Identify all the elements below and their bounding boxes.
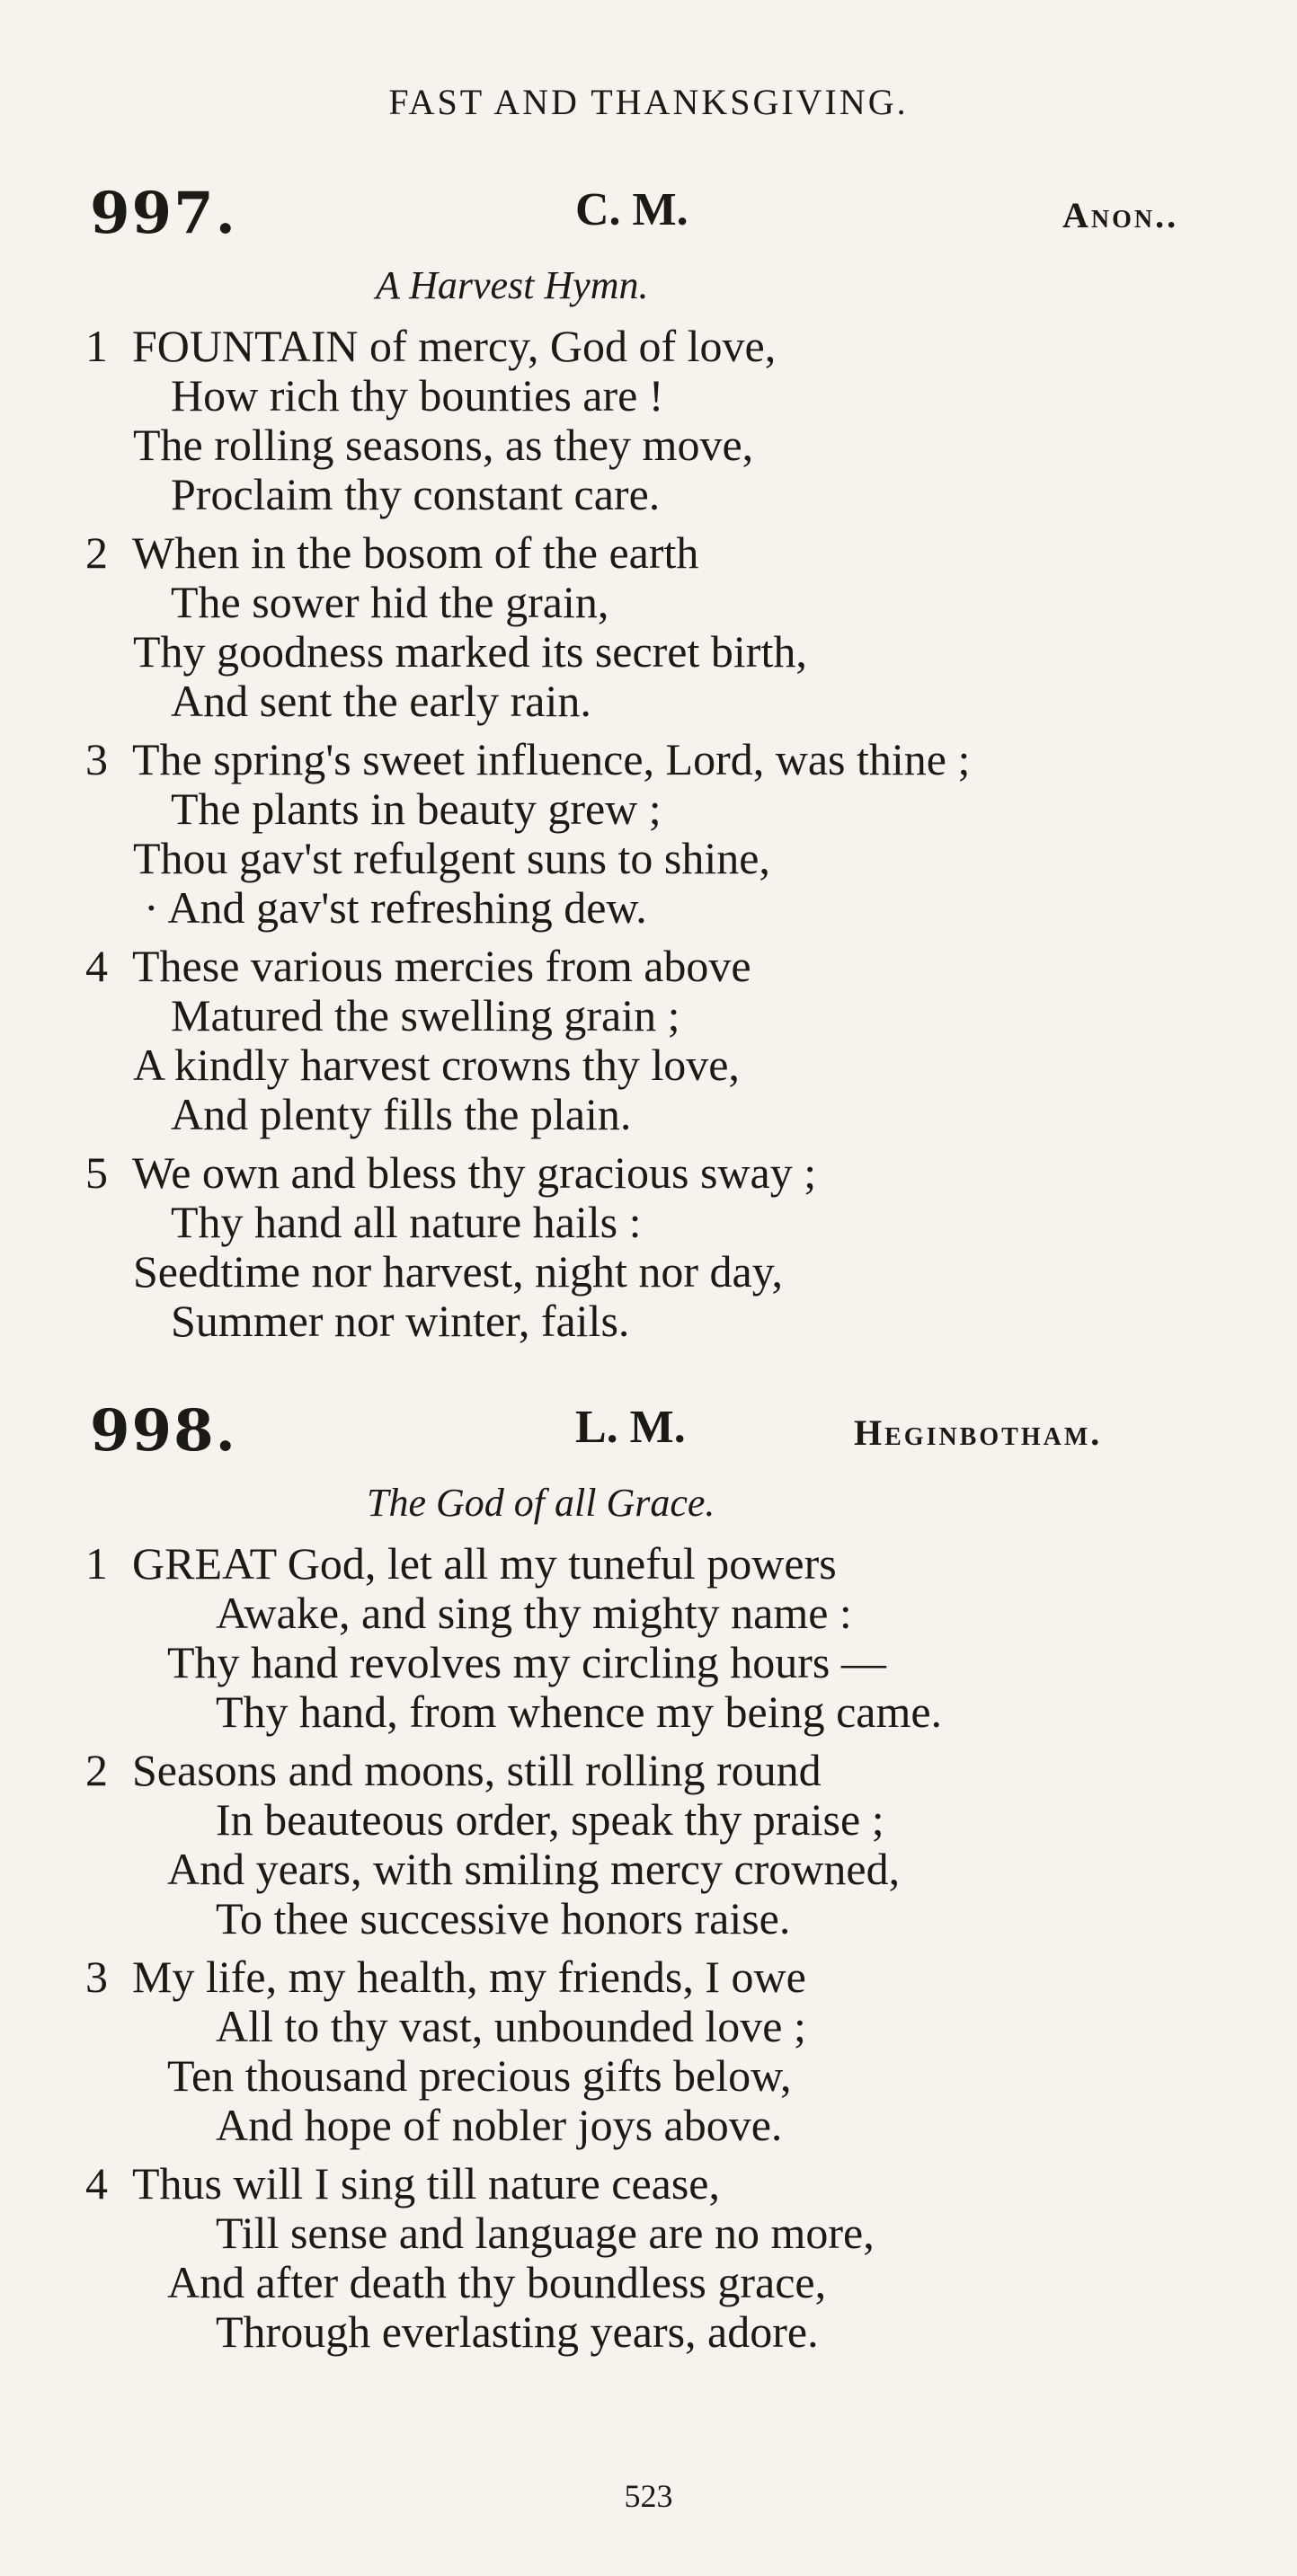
hymn-tune: Heginbotham. xyxy=(854,1412,1103,1453)
hymn-line: And after death thy boundless grace, xyxy=(167,2257,827,2307)
hymn-line: Thy hand, from whence my being came. xyxy=(216,1686,943,1737)
hymn-line: Matured the swelling grain ; xyxy=(171,990,680,1040)
hymn-line: Thy hand all nature hails : xyxy=(171,1197,642,1247)
verse-number: 3 xyxy=(85,1952,108,2002)
hymn-line: Till sense and language are no more, xyxy=(216,2208,875,2258)
hymn-line: The plants in beauty grew ; xyxy=(171,783,662,834)
hymn-line: 1 GREAT God, let all my tuneful powers xyxy=(85,1538,837,1589)
hymn-line: 4 These various mercies from above xyxy=(85,941,751,991)
hymn-line: All to thy vast, unbounded love ; xyxy=(216,2001,806,2051)
hymn-number: 997. xyxy=(90,180,237,247)
page-number: 523 xyxy=(624,2478,673,2514)
hymn-number: 998. xyxy=(90,1397,237,1465)
verse-number: 5 xyxy=(85,1147,108,1198)
hymn-line: And hope of nobler joys above. xyxy=(216,2100,783,2150)
running-head: FAST AND THANKSGIVING. xyxy=(388,82,909,122)
verse-number: 2 xyxy=(85,527,108,578)
verse-number: 4 xyxy=(85,2158,108,2209)
hymn-line: 1 FOUNTAIN of mercy, God of love, xyxy=(85,321,777,371)
verse-number: 1 xyxy=(85,321,108,371)
hymn-line: Thy hand revolves my circling hours — xyxy=(167,1637,886,1687)
hymn-header xyxy=(0,180,1297,247)
hymn-line: Awake, and sing thy mighty name : xyxy=(216,1588,852,1638)
hymn-line: Thy goodness marked its secret birth, xyxy=(133,626,807,677)
hymn-line: 4 Thus will I sing till nature cease, xyxy=(85,2158,721,2209)
hymn-line: 2 Seasons and moons, still rolling round xyxy=(85,1745,822,1795)
hymn-line: To thee successive honors raise. xyxy=(216,1893,791,1943)
verse-number: 1 xyxy=(85,1538,108,1589)
hymn-line: The rolling seasons, as they move, xyxy=(133,420,754,470)
hymn-line: A kindly harvest crowns thy love, xyxy=(133,1040,740,1090)
hymn-line: 3 My life, my health, my friends, I owe xyxy=(85,1952,806,2002)
hymn-meter: C. M. xyxy=(575,184,688,235)
hymn-line: Through everlasting years, adore. xyxy=(216,2306,819,2357)
hymn-line: In beauteous order, speak thy praise ; xyxy=(216,1794,884,1845)
verse-number: 3 xyxy=(85,734,108,784)
hymn-line: And plenty fills the plain. xyxy=(171,1089,632,1139)
hymn-line: And sent the early rain. xyxy=(171,676,591,726)
hymn-meter: L. M. xyxy=(575,1402,686,1453)
hymn-line: 5 We own and bless thy gracious sway ; xyxy=(85,1147,817,1198)
hymn-line: Proclaim thy constant care. xyxy=(171,469,661,519)
hymn-line: · And gav'st refreshing dew. xyxy=(144,882,647,933)
hymn-line: How rich thy bounties are ! xyxy=(171,370,664,420)
hymn-line: And years, with smiling mercy crowned, xyxy=(167,1844,901,1894)
hymn-tune: Anon.. xyxy=(1062,195,1179,235)
verse-number: 2 xyxy=(85,1745,108,1795)
hymn-subtitle: A Harvest Hymn. xyxy=(376,263,649,307)
hymn-line: 3 The spring's sweet influence, Lord, was thine ; xyxy=(85,734,971,784)
verse-number: 4 xyxy=(85,941,108,991)
hymn-header xyxy=(0,1397,1297,1465)
hymn-line: Ten thousand precious gifts below, xyxy=(167,2050,792,2101)
hymn-line: The sower hid the grain, xyxy=(171,577,609,627)
hymn-line: Summer nor winter, fails. xyxy=(171,1296,630,1346)
hymn-line: 2 When in the bosom of the earth xyxy=(85,527,699,578)
hymn-line: Thou gav'st refulgent suns to shine, xyxy=(133,833,770,883)
hymn-subtitle: The God of all Grace. xyxy=(367,1481,715,1525)
hymn-line: Seedtime nor harvest, night nor day, xyxy=(133,1246,783,1297)
